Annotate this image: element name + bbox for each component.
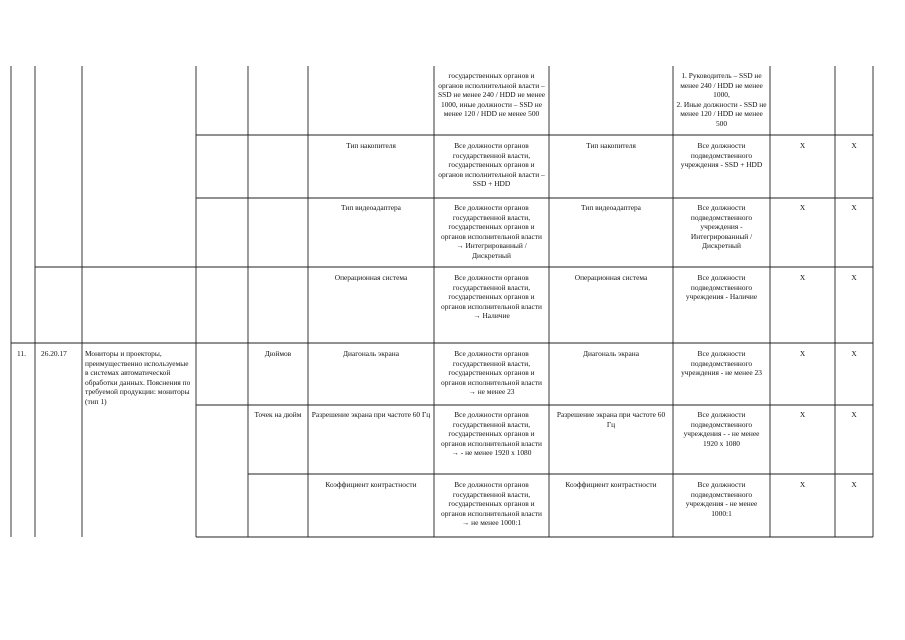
cell-characteristic: Коэффициент контрастности	[325, 480, 417, 489]
cell-characteristic-2: Операционная система	[574, 273, 648, 282]
cell-value: Все должности подведомственного учреждения - - не менее 1920 x 1080	[683, 410, 760, 448]
cell-characteristic-2: Тип накопителя	[586, 141, 636, 150]
cell-characteristic: Разрешение экрана при частоте 60 Гц	[311, 410, 431, 419]
cell-characteristic-2: Коэффициент контрастности	[565, 480, 657, 489]
cell-characteristic: Тип видеоадаптера	[341, 203, 401, 212]
cell-value: 1. Руководитель – SSD не менее 240 / HDD не менее 1000, 2. Иные должности - SSD не менее 120 / HDD не менее 500	[676, 71, 767, 128]
cell-characteristic-2: Тип видеоадаптера	[581, 203, 641, 212]
cell-unit: Дюймов	[264, 349, 292, 358]
cell-description: Все должности органов государственной власти, государственных органов и органов исполнительной власти – SSD + HDD	[438, 141, 545, 189]
cell-mark: X	[851, 273, 857, 282]
cell-mark: X	[851, 480, 857, 489]
cell-characteristic: Операционная система	[334, 273, 408, 282]
cell-value: Все должности подведомственного учреждения - не менее 23	[681, 349, 762, 378]
cell-product-name: Мониторы и проекторы, преимущественно используемые в системах автоматической обработки данных. Пояснения по требуемой продукции: мониторы (тип 1)	[85, 349, 191, 406]
cell-description: Все должности органов государственной власти, государственных органов и органов исполнительной власти → - не менее 1920 x 1080	[441, 410, 542, 458]
cell-characteristic: Диагональ экрана	[343, 349, 399, 358]
cell-mark: X	[799, 480, 806, 489]
cell-characteristic-2: Разрешение экрана при частоте 60 Гц	[556, 410, 666, 429]
cell-characteristic: Тип накопителя	[346, 141, 396, 150]
cell-mark: X	[799, 410, 806, 419]
cell-value: Все должности подведомственного учреждения - Интегрированный / Дискретный	[690, 203, 753, 251]
cell-description: Все должности органов государственной власти, государственных органов и органов исполнительной власти → Интегрированный / Дискретный	[441, 203, 542, 260]
cell-value: Все должности подведомственного учреждения - SSD + HDD	[680, 141, 763, 170]
cell-mark: X	[799, 141, 806, 150]
cell-description: Все должности органов государственной власти, государственных органов и органов исполнительной власти → Наличие	[441, 273, 542, 321]
cell-item-number: 11.	[17, 349, 26, 358]
cell-mark: X	[851, 410, 857, 419]
cell-unit: Точек на дюйм	[254, 410, 302, 419]
cell-mark: X	[851, 349, 857, 358]
cell-description: Все должности органов государственной власти, государственных органов и органов исполнительной власти → не менее 23	[441, 349, 542, 397]
cell-mark: X	[851, 203, 857, 212]
cell-okpd-code: 26.20.17	[41, 349, 67, 358]
cell-mark: X	[851, 141, 857, 150]
cell-mark: X	[799, 349, 806, 358]
cell-mark: X	[799, 273, 806, 282]
cell-mark: X	[799, 203, 806, 212]
cell-value: Все должности подведомственного учреждения - Наличие	[685, 273, 758, 302]
cell-description: государственных органов и органов исполнительной власти – SSD не менее 240 / HDD не менее 1000, иные должности – SSD не менее 120 / HDD не менее 500	[437, 71, 546, 119]
cell-value: Все должности подведомственного учреждения - не менее 1000:1	[685, 480, 758, 518]
cell-description: Все должности органов государственной власти, государственных органов и органов исполнительной власти → не менее 1000:1	[441, 480, 542, 528]
cell-characteristic-2: Диагональ экрана	[583, 349, 639, 358]
